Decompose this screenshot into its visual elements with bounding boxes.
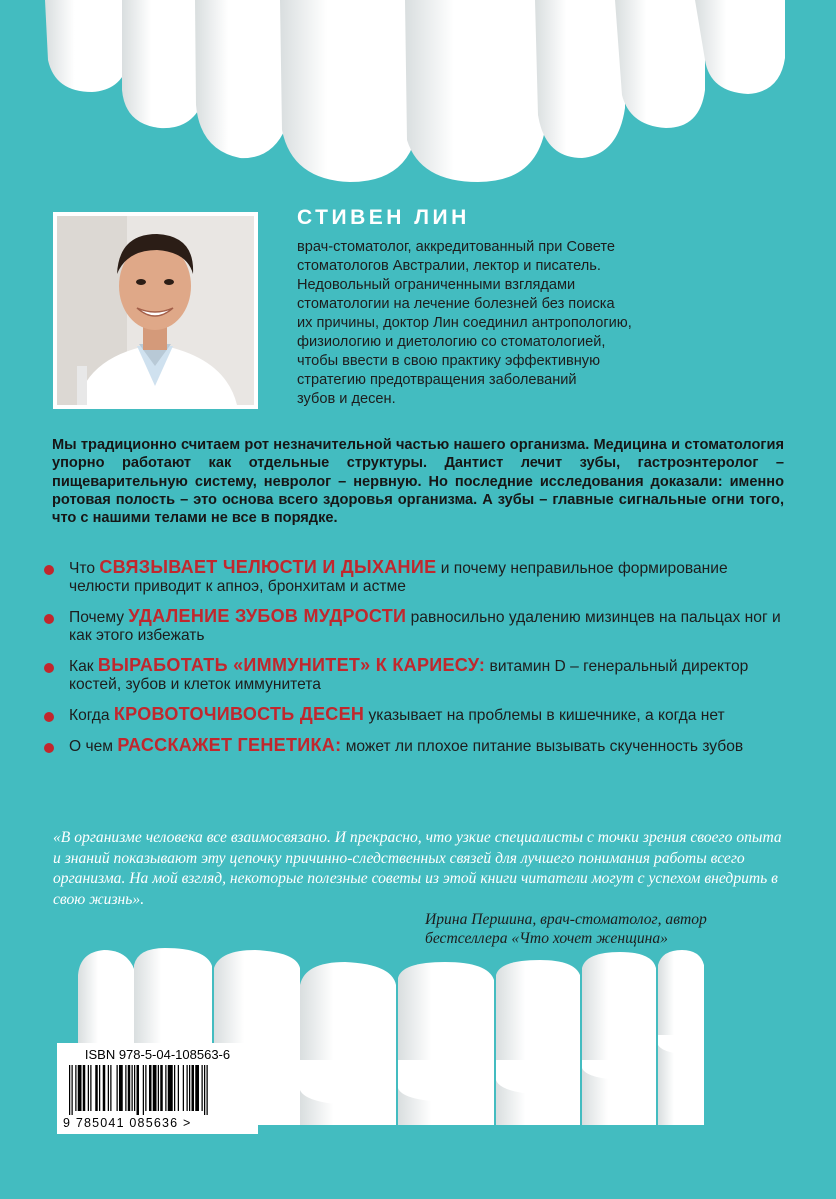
bullet-rest: витамин D – генеральный директор костей, зубов и клеток иммунитета [69,658,749,693]
bullet-rest: и почему неправильное формирование челюсти приводит к апноэ, бронхитам и астме [69,560,728,595]
bullet-lead: О чем [69,738,118,755]
feature-list-item [44,656,784,694]
author-bio-line: их причины, доктор Лин соединил антропологию, [297,315,632,331]
bullet-dot-icon [44,663,54,673]
quote-attribution [425,910,785,948]
bullet-lead: Что [69,560,100,577]
feature-list-item [44,558,784,596]
bullet-rest: указывает на проблемы в кишечнике, а когда нет [364,707,725,724]
lower-tooth-crown [300,1060,396,1105]
feature-list-item [44,705,784,725]
bullet-highlight: СВЯЗЫВАЕТ ЧЕЛЮСТИ И ДЫХАНИЕ [99,557,437,577]
feature-list-item [44,607,784,645]
author-bio [297,238,717,409]
author-bio-line: врач-стоматолог, аккредитованный при Совете [297,239,616,255]
lower-tooth-crown [258,1060,300,1106]
barcode-digits: 9 785041 085636 > [63,1116,192,1130]
intro-paragraph: Мы традиционно считаем рот незначительной частью нашего организма. Медицина и стоматология упорно работают как отдельные структуры. Дантист лечит зубы, гастроэнтеролог – пищеварительную систему, невролог – нервную. Но последние исследования доказали: именно ротовая полость – это основа всего здоровья организма. А зубы – главные сигнальные огни того, что с нашими телами не все в порядке. [52,437,784,527]
barcode-bars [63,1065,252,1115]
author-photo [53,212,258,409]
isbn-barcode [57,1043,258,1134]
bullet-highlight: КРОВОТОЧИВОСТЬ ДЕСЕН [113,704,365,724]
author-name: СТИВЕН ЛИН [297,206,470,229]
bullet-highlight: ВЫРАБОТАТЬ «ИММУНИТЕТ» К КАРИЕСУ: [97,655,486,675]
bullet-lead: Как [69,658,98,675]
bullet-rest: может ли плохое питание вызывать скученность зубов [341,738,744,755]
author-bio-line: Недовольный ограниченными взглядами [297,277,576,293]
bullet-lead: Почему [69,609,129,626]
bullet-rest: равносильно удалению мизинцев на пальцах ног и как этого избежать [69,609,781,644]
bullet-lead: Когда [69,707,114,724]
author-bio-line: чтобы ввести в свою практику эффективную [297,353,601,369]
quote-attribution-line: Ирина Першина, врач-стоматолог, автор [425,911,707,928]
review-quote: «В организме человека все взаимосвязано. И прекрасно, что узкие специалисты с точки зрения своего опыта и знаний показывают эту цепочку причинно-следственных связей для лучшего понимания работы всего организма. На мой взгляд, некоторые полезные советы из этой книги читатели могут с успехом внедрить в свою жизнь». [53,829,782,908]
bullet-dot-icon [44,565,54,575]
bullet-highlight: РАССКАЖЕТ ГЕНЕТИКА: [117,735,342,755]
author-bio-line: зубов и десен. [297,391,396,407]
lower-tooth-crown [398,1060,494,1102]
bullet-dot-icon [44,743,54,753]
author-bio-line: физиологию и диетологию со стоматологией, [297,334,606,350]
bullet-dot-icon [44,614,54,624]
author-bio-line: стоматологии на лечение болезней без поиска [297,296,615,312]
isbn-number: ISBN 978-5-04-108563-6 [84,1047,231,1062]
bullet-dot-icon [44,712,54,722]
quote-attribution-line: бестселлера «Что хочет женщина» [425,930,668,947]
feature-list-item [44,736,784,756]
feature-list [44,558,784,767]
bullet-highlight: УДАЛЕНИЕ ЗУБОВ МУДРОСТИ [128,606,407,626]
author-bio-line: стратегию предотвращения заболеваний [297,372,577,388]
author-bio-line: стоматологов Австралии, лектор и писатель. [297,258,601,274]
